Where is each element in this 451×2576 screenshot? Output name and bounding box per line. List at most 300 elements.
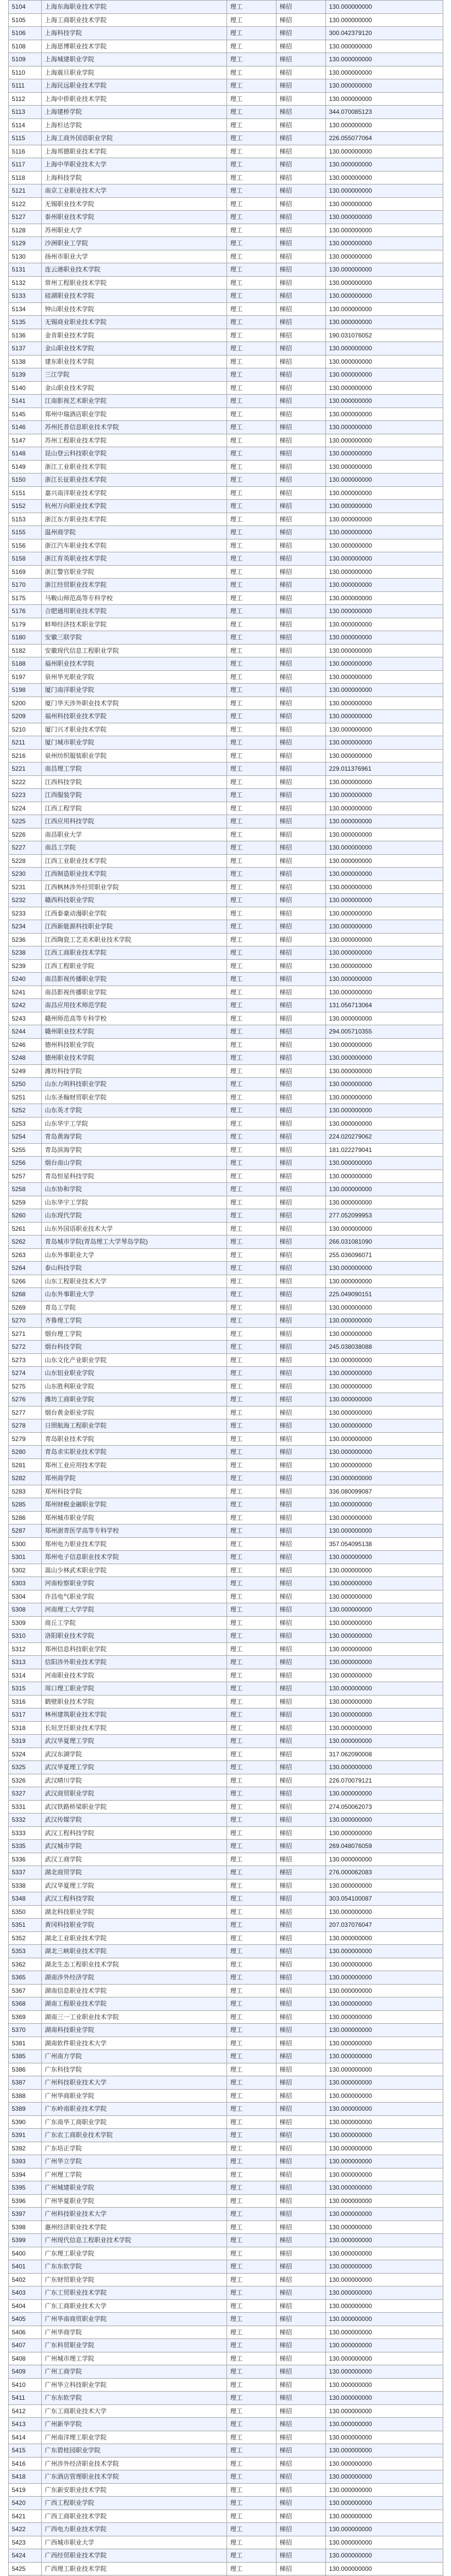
subject-type-cell: 理工 <box>227 1275 276 1288</box>
school-code-cell: 5147 <box>9 434 42 447</box>
subject-type-cell: 理工 <box>227 789 276 802</box>
school-code-cell: 5351 <box>9 1919 42 1932</box>
school-code-cell: 5242 <box>9 999 42 1012</box>
table-row <box>9 1919 443 1932</box>
school-name-cell: 上海建桥学院 <box>42 106 227 119</box>
table-row <box>9 250 443 263</box>
school-code-cell: 5413 <box>9 2418 42 2431</box>
school-name-cell: 广东岭南职业技术学院 <box>42 2103 227 2116</box>
table-row <box>9 434 443 447</box>
table-row <box>9 1393 443 1406</box>
batch-type-cell: 梯招 <box>276 775 326 789</box>
school-code-cell: 5336 <box>9 1853 42 1866</box>
school-name-cell: 浙江东方职业技术学院 <box>42 513 227 526</box>
table-row <box>9 145 443 158</box>
school-code-cell: 5283 <box>9 1485 42 1498</box>
batch-type-cell: 梯招 <box>276 2273 326 2286</box>
table-row <box>9 2510 443 2523</box>
batch-type-cell: 梯招 <box>276 894 326 907</box>
school-name-cell: 赣州职业技术学院 <box>42 1025 227 1039</box>
min-score-cell: 130.000000000 <box>326 302 443 316</box>
school-name-cell: 黄冈科技职业学院 <box>42 1919 227 1932</box>
school-name-cell: 广东南华工商职业学院 <box>42 2115 227 2129</box>
school-code-cell: 5393 <box>9 2155 42 2168</box>
subject-type-cell: 理工 <box>227 579 276 592</box>
table-row <box>9 2378 443 2392</box>
subject-type-cell: 理工 <box>227 1800 276 1814</box>
min-score-cell: 130.000000000 <box>326 1564 443 1577</box>
school-name-cell: 齐鲁理工学院 <box>42 1314 227 1328</box>
min-score-cell: 130.000000000 <box>326 684 443 697</box>
min-score-cell: 130.000000000 <box>326 2260 443 2274</box>
batch-type-cell: 梯招 <box>276 815 326 828</box>
school-name-cell: 泰山科技学院 <box>42 1262 227 1275</box>
subject-type-cell: 理工 <box>227 723 276 736</box>
batch-type-cell: 梯招 <box>276 1761 326 1774</box>
batch-type-cell: 梯招 <box>276 66 326 79</box>
table-row <box>9 1209 443 1223</box>
table-row <box>9 1143 443 1157</box>
subject-type-cell: 理工 <box>227 2326 276 2339</box>
min-score-cell: 130.000000000 <box>326 2089 443 2103</box>
subject-type-cell: 理工 <box>227 894 276 907</box>
table-row <box>9 2247 443 2260</box>
table-row <box>9 907 443 920</box>
min-score-cell: 294.005710355 <box>326 1025 443 1039</box>
school-code-cell: 5398 <box>9 2221 42 2234</box>
min-score-cell: 269.048076059 <box>326 1840 443 1853</box>
school-name-cell: 武汉工程科技学院 <box>42 1892 227 1906</box>
min-score-cell: 130.000000000 <box>326 1905 443 1919</box>
school-name-cell: 南昌影视传播职业学院 <box>42 973 227 986</box>
subject-type-cell: 理工 <box>227 473 276 487</box>
table-row <box>9 1248 443 1262</box>
batch-type-cell: 梯招 <box>276 2181 326 2195</box>
batch-type-cell: 梯招 <box>276 854 326 868</box>
batch-type-cell: 梯招 <box>276 263 326 277</box>
school-code-cell: 5331 <box>9 1800 42 1814</box>
min-score-cell: 130.000000000 <box>326 1432 443 1446</box>
school-code-cell: 5317 <box>9 1708 42 1722</box>
school-name-cell: 郑州商学院 <box>42 1472 227 1485</box>
table-row <box>9 171 443 184</box>
subject-type-cell: 理工 <box>227 907 276 920</box>
school-code-cell: 5246 <box>9 1038 42 1052</box>
min-score-cell: 130.000000000 <box>326 907 443 920</box>
school-code-cell: 5348 <box>9 1892 42 1906</box>
school-code-cell: 5402 <box>9 2273 42 2286</box>
batch-type-cell: 梯招 <box>276 670 326 684</box>
school-code-cell: 5370 <box>9 2024 42 2037</box>
school-code-cell: 5325 <box>9 1761 42 1774</box>
subject-type-cell: 理工 <box>227 2523 276 2536</box>
batch-type-cell: 梯招 <box>276 1853 326 1866</box>
min-score-cell: 130.000000000 <box>326 2562 443 2575</box>
school-name-cell: 山东华宇工学院 <box>42 1117 227 1130</box>
min-score-cell: 130.000000000 <box>326 1052 443 1065</box>
subject-type-cell: 理工 <box>227 1406 276 1419</box>
min-score-cell: 130.000000000 <box>326 880 443 894</box>
school-name-cell: 江西服装学院 <box>42 789 227 802</box>
batch-type-cell: 梯招 <box>276 1721 326 1735</box>
school-code-cell: 5129 <box>9 237 42 250</box>
min-score-cell: 226.070079121 <box>326 1774 443 1787</box>
subject-type-cell: 理工 <box>227 342 276 355</box>
subject-type-cell: 理工 <box>227 2339 276 2352</box>
batch-type-cell: 梯招 <box>276 762 326 776</box>
school-code-cell: 5281 <box>9 1459 42 1472</box>
table-row <box>9 579 443 592</box>
school-name-cell: 南昌理工学院 <box>42 762 227 776</box>
min-score-cell: 130.000000000 <box>326 1642 443 1656</box>
batch-type-cell: 梯招 <box>276 1984 326 1997</box>
min-score-cell: 130.000000000 <box>326 697 443 710</box>
school-code-cell: 5241 <box>9 986 42 999</box>
school-name-cell: 无锡商业职业技术学院 <box>42 316 227 329</box>
table-row <box>9 2431 443 2444</box>
table-row <box>9 2313 443 2326</box>
school-name-cell: 商丘工学院 <box>42 1616 227 1630</box>
school-code-cell: 5286 <box>9 1511 42 1524</box>
table-row <box>9 66 443 79</box>
batch-type-cell: 梯招 <box>276 40 326 53</box>
table-row <box>9 118 443 132</box>
school-name-cell: 广州科技职业技术大学 <box>42 2208 227 2221</box>
school-code-cell: 5216 <box>9 749 42 762</box>
school-code-cell: 5262 <box>9 1235 42 1249</box>
school-name-cell: 连云港职业技术学院 <box>42 263 227 277</box>
table-row <box>9 368 443 382</box>
batch-type-cell: 梯招 <box>276 224 326 237</box>
batch-type-cell: 梯招 <box>276 2247 326 2260</box>
batch-type-cell: 梯招 <box>276 657 326 671</box>
school-name-cell: 苏州托普信息职业技术学院 <box>42 421 227 434</box>
school-code-cell: 5223 <box>9 789 42 802</box>
school-name-cell: 广东财贸职业学院 <box>42 2273 227 2286</box>
subject-type-cell: 理工 <box>227 1038 276 1052</box>
batch-type-cell: 梯招 <box>276 2129 326 2142</box>
batch-type-cell: 梯招 <box>276 1814 326 1827</box>
table-row <box>9 290 443 303</box>
school-name-cell: 长垣烹饪职业技术学院 <box>42 1721 227 1735</box>
subject-type-cell: 理工 <box>227 591 276 605</box>
school-name-cell: 温州商学院 <box>42 526 227 539</box>
school-code-cell: 5316 <box>9 1695 42 1708</box>
table-row <box>9 1735 443 1748</box>
batch-type-cell: 梯招 <box>276 710 326 723</box>
school-code-cell: 5128 <box>9 224 42 237</box>
subject-type-cell: 理工 <box>227 854 276 868</box>
table-row <box>9 2418 443 2431</box>
school-code-cell: 5332 <box>9 1814 42 1827</box>
table-row <box>9 1038 443 1052</box>
school-name-cell: 苏州工程职业技术学院 <box>42 434 227 447</box>
school-code-cell: 5243 <box>9 1012 42 1025</box>
subject-type-cell: 理工 <box>227 2378 276 2392</box>
school-name-cell: 德州职业技术学院 <box>42 1052 227 1065</box>
school-name-cell: 广东培正学院 <box>42 2142 227 2155</box>
batch-type-cell: 梯招 <box>276 237 326 250</box>
school-code-cell: 5121 <box>9 184 42 198</box>
batch-type-cell: 梯招 <box>276 302 326 316</box>
table-row <box>9 2470 443 2484</box>
batch-type-cell: 梯招 <box>276 1669 326 1682</box>
batch-type-cell: 梯招 <box>276 92 326 106</box>
min-score-cell: 130.000000000 <box>326 591 443 605</box>
min-score-cell: 130.000000000 <box>326 1078 443 1091</box>
school-name-cell: 安徽现代信息工程职业学院 <box>42 644 227 657</box>
batch-type-cell: 梯招 <box>276 1892 326 1906</box>
min-score-cell: 130.000000000 <box>326 1498 443 1512</box>
batch-type-cell: 梯招 <box>276 1 326 14</box>
min-score-cell: 130.000000000 <box>326 2339 443 2352</box>
batch-type-cell: 梯招 <box>276 579 326 592</box>
subject-type-cell: 理工 <box>227 2273 276 2286</box>
batch-type-cell: 梯招 <box>276 868 326 881</box>
subject-type-cell: 理工 <box>227 1367 276 1380</box>
batch-type-cell: 梯招 <box>276 1590 326 1603</box>
school-name-cell: 广州南洋理工职业学院 <box>42 2431 227 2444</box>
min-score-cell: 130.000000000 <box>326 1997 443 2011</box>
school-code-cell: 5411 <box>9 2392 42 2405</box>
batch-type-cell: 梯招 <box>276 2418 326 2431</box>
school-code-cell: 5312 <box>9 1642 42 1656</box>
school-code-cell: 5381 <box>9 2037 42 2050</box>
subject-type-cell: 理工 <box>227 1511 276 1524</box>
min-score-cell: 130.000000000 <box>326 1327 443 1341</box>
table-row <box>9 2037 443 2050</box>
school-code-cell: 5255 <box>9 1143 42 1157</box>
min-score-cell: 130.000000000 <box>326 2234 443 2247</box>
table-row <box>9 1485 443 1498</box>
school-name-cell: 湖南涉外经济学院 <box>42 1971 227 1985</box>
school-code-cell: 5264 <box>9 1262 42 1275</box>
min-score-cell: 130.000000000 <box>326 1787 443 1801</box>
subject-type-cell: 理工 <box>227 1590 276 1603</box>
min-score-cell: 130.000000000 <box>326 197 443 211</box>
subject-type-cell: 理工 <box>227 368 276 382</box>
subject-type-cell: 理工 <box>227 1905 276 1919</box>
min-score-cell: 130.000000000 <box>326 1314 443 1328</box>
school-name-cell: 江西陶瓷工艺美术职业技术学院 <box>42 933 227 946</box>
school-code-cell: 5226 <box>9 828 42 841</box>
min-score-cell: 130.000000000 <box>326 1577 443 1590</box>
min-score-cell: 130.000000000 <box>326 854 443 868</box>
table-row <box>9 1025 443 1039</box>
table-row <box>9 986 443 999</box>
subject-type-cell: 理工 <box>227 1971 276 1985</box>
min-score-cell: 130.000000000 <box>326 526 443 539</box>
school-name-cell: 苏州职业大学 <box>42 224 227 237</box>
batch-type-cell: 梯招 <box>276 684 326 697</box>
table-row <box>9 539 443 552</box>
table-row <box>9 342 443 355</box>
school-name-cell: 厦门兴才职业技术学院 <box>42 723 227 736</box>
school-name-cell: 上海民远职业技术学院 <box>42 79 227 93</box>
school-code-cell: 5145 <box>9 408 42 421</box>
batch-type-cell: 梯招 <box>276 605 326 618</box>
min-score-cell: 130.000000000 <box>326 1721 443 1735</box>
min-score-cell: 130.000000000 <box>326 933 443 946</box>
batch-type-cell: 梯招 <box>276 1025 326 1039</box>
subject-type-cell: 理工 <box>227 158 276 172</box>
table-row <box>9 1905 443 1919</box>
batch-type-cell: 梯招 <box>276 1459 326 1472</box>
min-score-cell: 130.000000000 <box>326 2247 443 2260</box>
school-name-cell: 南京工业职业技术大学 <box>42 184 227 198</box>
min-score-cell: 130.000000000 <box>326 2326 443 2339</box>
school-name-cell: 河南检察职业学院 <box>42 1577 227 1590</box>
min-score-cell: 130.000000000 <box>326 2497 443 2510</box>
school-code-cell: 5113 <box>9 106 42 119</box>
subject-type-cell: 理工 <box>227 749 276 762</box>
school-name-cell: 厦门城市职业学院 <box>42 736 227 750</box>
table-row <box>9 1879 443 1892</box>
school-code-cell: 5248 <box>9 1052 42 1065</box>
school-name-cell: 广州华立科技职业学院 <box>42 2378 227 2392</box>
school-name-cell: 武汉铁路桥梁职业学院 <box>42 1800 227 1814</box>
min-score-cell: 130.000000000 <box>326 1393 443 1406</box>
school-name-cell: 湖北工业职业技术学院 <box>42 1931 227 1945</box>
batch-type-cell: 梯招 <box>276 381 326 395</box>
min-score-cell: 130.000000000 <box>326 2142 443 2155</box>
table-row <box>9 789 443 802</box>
table-row <box>9 775 443 789</box>
school-code-cell: 5134 <box>9 302 42 316</box>
school-name-cell: 广州涉外经济职业技术学院 <box>42 2457 227 2470</box>
subject-type-cell: 理工 <box>227 1012 276 1025</box>
table-row <box>9 224 443 237</box>
min-score-cell: 130.000000000 <box>326 2037 443 2050</box>
batch-type-cell: 梯招 <box>276 1012 326 1025</box>
table-row <box>9 618 443 631</box>
school-name-cell: 山东胜利职业学院 <box>42 1380 227 1393</box>
subject-type-cell: 理工 <box>227 999 276 1012</box>
subject-type-cell: 理工 <box>227 1721 276 1735</box>
subject-type-cell: 理工 <box>227 1630 276 1643</box>
school-code-cell: 5313 <box>9 1656 42 1669</box>
batch-type-cell: 梯招 <box>276 1551 326 1564</box>
batch-type-cell: 梯招 <box>276 946 326 960</box>
table-row <box>9 933 443 946</box>
school-code-cell: 5228 <box>9 854 42 868</box>
table-row <box>9 1353 443 1367</box>
school-name-cell: 湖南科技职业学院 <box>42 2024 227 2037</box>
batch-type-cell: 梯招 <box>276 2103 326 2116</box>
min-score-cell: 130.000000000 <box>326 1459 443 1472</box>
batch-type-cell: 梯招 <box>276 2483 326 2497</box>
batch-type-cell: 梯招 <box>276 1353 326 1367</box>
table-row <box>9 2326 443 2339</box>
school-code-cell: 5117 <box>9 158 42 172</box>
min-score-cell: 130.000000000 <box>326 1301 443 1314</box>
table-row <box>9 815 443 828</box>
min-score-cell: 130.000000000 <box>326 736 443 750</box>
batch-type-cell: 梯招 <box>276 1196 326 1209</box>
table-row <box>9 2050 443 2063</box>
min-score-cell: 130.000000000 <box>326 500 443 513</box>
school-name-cell: 广州华商学院 <box>42 2326 227 2339</box>
subject-type-cell: 理工 <box>227 1064 276 1078</box>
min-score-cell: 130.000000000 <box>326 79 443 93</box>
subject-type-cell: 理工 <box>227 2181 276 2195</box>
school-name-cell: 山东现代学院 <box>42 1209 227 1223</box>
school-name-cell: 广州华商职业学院 <box>42 2089 227 2103</box>
school-name-cell: 山东外国语职业技术大学 <box>42 1222 227 1235</box>
school-name-cell: 沙洲职业工学院 <box>42 237 227 250</box>
batch-type-cell: 梯招 <box>276 2063 326 2076</box>
school-name-cell: 鹤壁职业技术学院 <box>42 1695 227 1708</box>
school-name-cell: 金肯职业技术学院 <box>42 329 227 342</box>
table-row <box>9 1406 443 1419</box>
min-score-cell: 130.000000000 <box>326 2457 443 2470</box>
table-row <box>9 1432 443 1446</box>
table-row <box>9 880 443 894</box>
school-code-cell: 5309 <box>9 1616 42 1630</box>
min-score-cell: 130.000000000 <box>326 290 443 303</box>
table-row <box>9 894 443 907</box>
batch-type-cell: 梯招 <box>276 355 326 368</box>
batch-type-cell: 梯招 <box>276 118 326 132</box>
table-row <box>9 710 443 723</box>
subject-type-cell: 理工 <box>227 1327 276 1341</box>
school-code-cell: 5257 <box>9 1170 42 1183</box>
school-code-cell: 5230 <box>9 868 42 881</box>
table-row <box>9 1537 443 1551</box>
school-code-cell: 5407 <box>9 2339 42 2352</box>
subject-type-cell: 理工 <box>227 1879 276 1892</box>
school-code-cell: 5304 <box>9 1590 42 1603</box>
batch-type-cell: 梯招 <box>276 1078 326 1091</box>
batch-type-cell: 梯招 <box>276 1341 326 1354</box>
school-code-cell: 5238 <box>9 946 42 960</box>
batch-type-cell: 梯招 <box>276 2010 326 2024</box>
min-score-cell: 130.000000000 <box>326 1669 443 1682</box>
school-code-cell: 5258 <box>9 1183 42 1196</box>
batch-type-cell: 梯招 <box>276 1826 326 1840</box>
school-name-cell: 上海东海职业技术学院 <box>42 1 227 14</box>
table-row <box>9 2103 443 2116</box>
subject-type-cell: 理工 <box>227 736 276 750</box>
school-name-cell: 郑州电子信息职业技术学院 <box>42 1551 227 1564</box>
school-name-cell: 郑州工业应用技术学院 <box>42 1459 227 1472</box>
subject-type-cell: 理工 <box>227 1170 276 1183</box>
subject-type-cell: 理工 <box>227 1288 276 1301</box>
batch-type-cell: 梯招 <box>276 421 326 434</box>
table-row <box>9 513 443 526</box>
table-row <box>9 684 443 697</box>
min-score-cell: 130.000000000 <box>326 1656 443 1669</box>
min-score-cell: 130.000000000 <box>326 1630 443 1643</box>
school-name-cell: 广东酒店管理职业技术学院 <box>42 2470 227 2484</box>
min-score-cell: 130.000000000 <box>326 1353 443 1367</box>
subject-type-cell: 理工 <box>227 500 276 513</box>
table-row <box>9 1931 443 1945</box>
min-score-cell: 130.000000000 <box>326 894 443 907</box>
subject-type-cell: 理工 <box>227 1997 276 2011</box>
table-row <box>9 854 443 868</box>
table-row <box>9 1235 443 1249</box>
min-score-cell: 130.000000000 <box>326 2208 443 2221</box>
school-code-cell: 5408 <box>9 2352 42 2365</box>
batch-type-cell: 梯招 <box>276 1117 326 1130</box>
table-row <box>9 1708 443 1722</box>
min-score-cell: 130.000000000 <box>326 1183 443 1196</box>
school-name-cell: 马鞍山师范高等专科学校 <box>42 591 227 605</box>
school-code-cell: 5251 <box>9 1091 42 1104</box>
school-name-cell: 浙江警官职业学院 <box>42 565 227 579</box>
school-code-cell: 5209 <box>9 710 42 723</box>
